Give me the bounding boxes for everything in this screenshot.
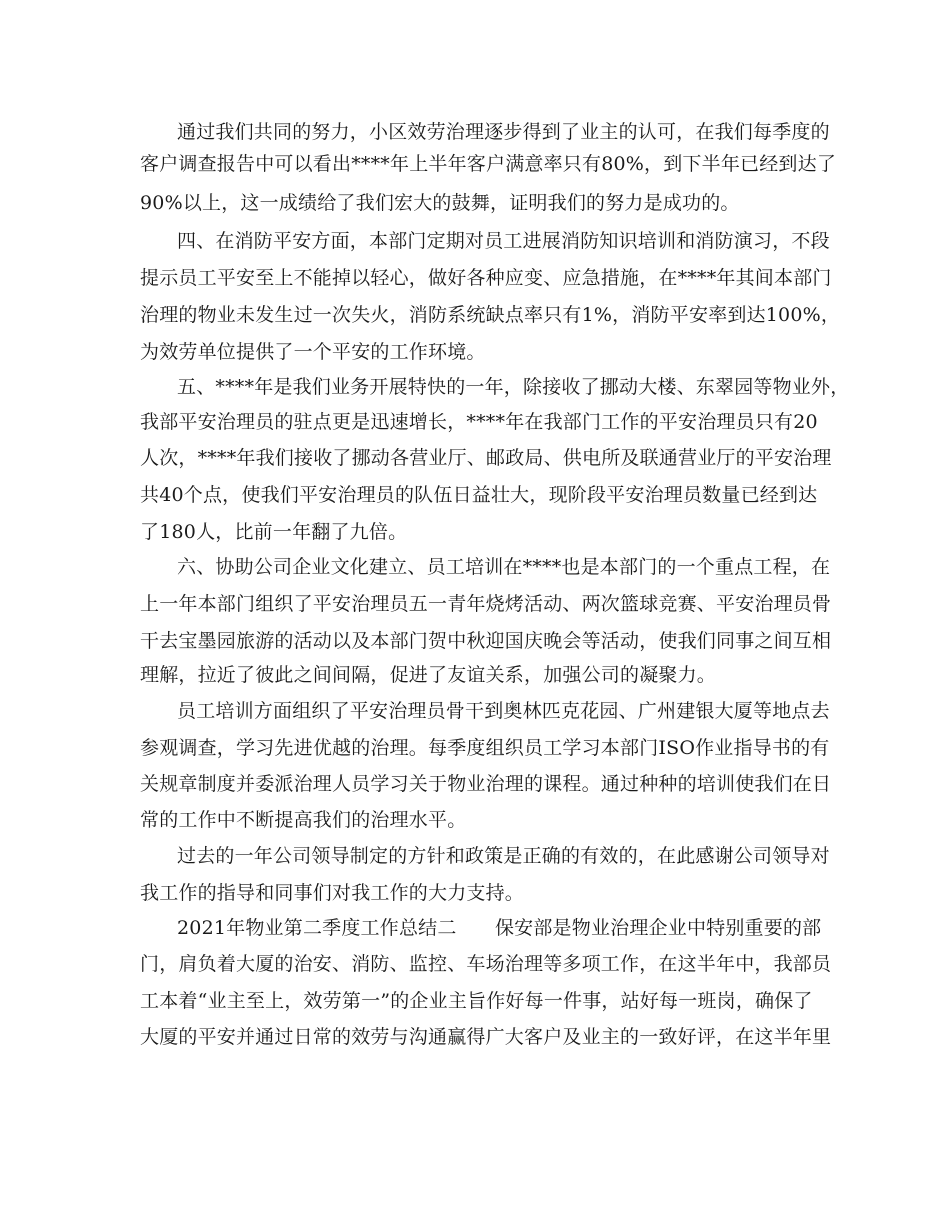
text-line: 为效劳单位提供了一个平安的工作环境。 [140, 341, 486, 363]
text-line: 我部平安治理员的驻点更是迅速增长，****年在我部门工作的平安治理员只有20 [140, 411, 818, 433]
text-line: 2021年物业第二季度工作总结二 保安部是物业治理企业中特别重要的部 [177, 917, 822, 939]
text-line: 提示员工平安至上不能掉以轻心，做好各种应变、应急措施，在****年其间本部门 [140, 267, 832, 289]
text-line: 通过我们共同的努力，小区效劳治理逐步得到了业主的认可，在我们每季度的 [177, 121, 830, 143]
text-line: 六、协助公司企业文化建立、员工培训在****也是本部门的一个重点工程，在 [177, 556, 831, 578]
text-line: 我工作的指导和同事们对我工作的大力支持。 [140, 882, 525, 904]
text-line: 常的工作中不断提高我们的治理水平。 [140, 809, 467, 831]
text-line: 干去宝墨园旅游的活动以及本部门贺中秋迎国庆晚会等活动，使我们同事之间互相 [140, 630, 832, 652]
text-line: 四、在消防平安方面，本部门定期对员工进展消防知识培训和消防演习，不段 [177, 230, 830, 252]
text-line: 理解，拉近了彼此之间间隔，促进了友谊关系，加强公司的凝聚力。 [140, 664, 717, 686]
text-line: 关规章制度并委派治理人员学习关于物业治理的课程。通过种种的培训使我们在日 [140, 773, 832, 795]
text-line: 大厦的平安并通过日常的效劳与沟通赢得广大客户及业主的一致好评，在这半年里 [140, 1026, 832, 1048]
text-line: 90%以上，这一成绩给了我们宏大的鼓舞，证明我们的努力是成功的。 [140, 192, 740, 214]
text-line: 上一年本部门组织了平安治理员五一青年烧烤活动、两次篮球竞赛、平安治理员骨 [140, 593, 832, 615]
text-line: 参观调查，学习先进优越的治理。每季度组织员工学习本部门ISO作业指导书的有 [140, 737, 830, 759]
text-line: 门，肩负着大厦的治安、消防、监控、车场治理等多项工作，在这半年中，我部员 [140, 953, 832, 975]
text-line: 人次，****年我们接收了挪动各营业厅、邮政局、供电所及联通营业厅的平安治理 [140, 447, 832, 469]
text-line: 工本着“业主至上，效劳第一”的企业主旨作好每一件事，站好每一班岗，确保了 [140, 990, 813, 1012]
text-line: 治理的物业未发生过一次失火，消防系统缺点率只有1%，消防平安率到达100%， [140, 304, 841, 326]
text-line: 员工培训方面组织了平安治理员骨干到奥林匹克花园、广州建银大厦等地点去 [177, 700, 830, 722]
text-line: 过去的一年公司领导制定的方针和政策是正确的有效的，在此感谢公司领导对 [177, 845, 830, 867]
text-line: 客户调查报告中可以看出****年上半年客户满意率只有80%，到下半年已经到达了 [140, 153, 837, 175]
text-line: 了180人，比前一年翻了九倍。 [140, 521, 408, 543]
text-line: 共40个点，使我们平安治理员的队伍日益壮大，现阶段平安治理员数量已经到达 [140, 484, 818, 506]
text-line: 五、****年是我们业务开展特快的一年，除接收了挪动大楼、东翠园等物业外， [177, 376, 850, 398]
